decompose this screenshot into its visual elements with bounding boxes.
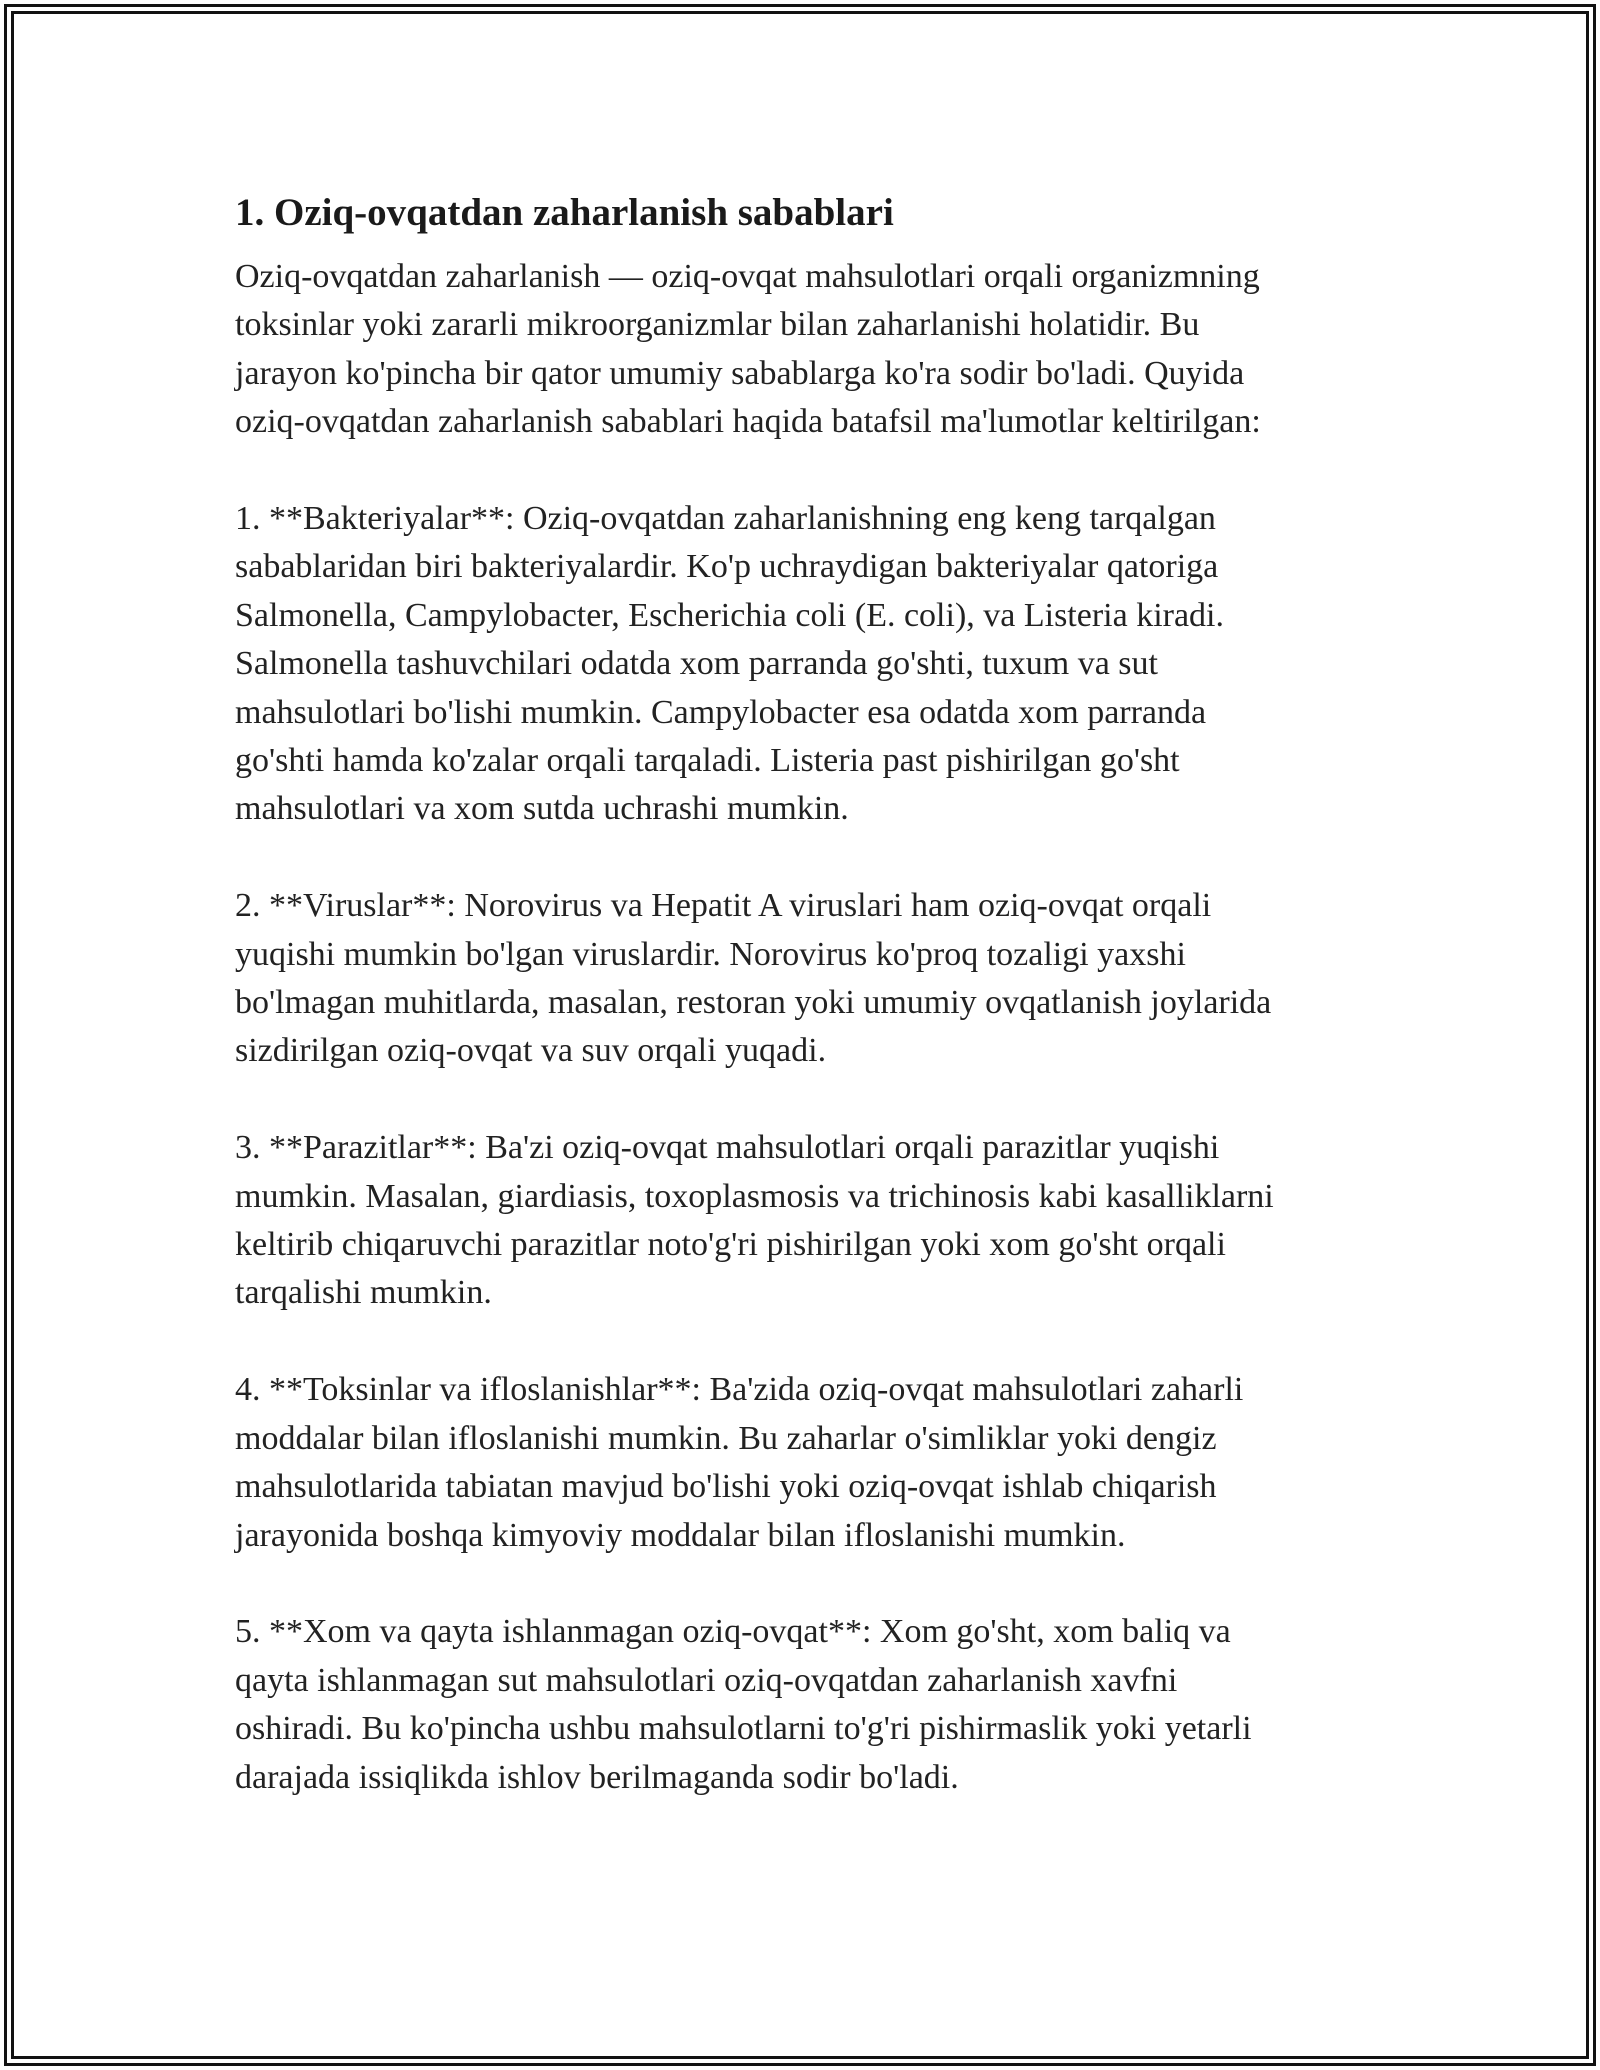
list-item-bacteria: 1. **Bakteriyalar**: Oziq-ovqatdan zaharlanishning eng keng tarqalgan sabablaridan biri bakteriyalardir. Ko'p uchraydigan bakteriyalar qatoriga Salmonella, Campylobacter, Escherichia coli (E. coli), va Listeria kiradi. Salmonella tashuvchilari odatda xom parranda go'shti, tuxum va sut mahsulotlari bo'lishi mumkin. Campylobacter esa odatda xom parranda go'shti hamda ko'zalar orqali tarqaladi. Listeria past pishirilgan go'sht mahsulotlari va xom sutda uchrashi mumkin. <box>235 500 1225 828</box>
list-item-toxins: 4. **Toksinlar va ifloslanishlar**: Ba'zida oziq-ovqat mahsulotlari zaharli moddalar bilan ifloslanishi mumkin. Bu zaharlar o'simliklar yoki dengiz mahsulotlarida tabiatan mavjud bo'lishi yoki oziq-ovqat ishlab chiqarish jarayonida boshqa kimyoviy moddalar bilan ifloslanishi mumkin. <box>235 1371 1244 1554</box>
document-body <box>235 185 1365 1802</box>
intro-paragraph: Oziq-ovqatdan zaharlanish — oziq-ovqat mahsulotlari orqali organizmning toksinlar yoki zararli mikroorganizmlar bilan zaharlanishi holatidir. Bu jarayon ko'pincha bir qator umumiy sabablarga ko'ra sodir bo'ladi. Quyida oziq-ovqatdan zaharlanish sabablari haqida batafsil ma'lumotlar keltirilgan: <box>235 258 1261 441</box>
list-item-parasites: 3. **Parazitlar**: Ba'zi oziq-ovqat mahsulotlari orqali parazitlar yuqishi mumkin. Masalan, giardiasis, toxoplasmosis va trichinosis kabi kasalliklarni keltirib chiqaruvchi parazitlar noto'g'ri pishirilgan yoki xom go'sht orqali tarqalishi mumkin. <box>235 1129 1274 1312</box>
list-item-viruses: 2. **Viruslar**: Norovirus va Hepatit A viruslari ham oziq-ovqat orqali yuqishi mumkin bo'lgan viruslardir. Norovirus ko'proq tozaligi yaxshi bo'lmagan muhitlarda, masalan, restoran yoki umumiy ovqatlanish joylarida sizdirilgan oziq-ovqat va suv orqali yuqadi. <box>235 887 1272 1070</box>
document-title: 1. Oziq-ovqatdan zaharlanish sabablari <box>235 191 894 234</box>
list-item-raw-food: 5. **Xom va qayta ishlanmagan oziq-ovqat**: Xom go'sht, xom baliq va qayta ishlanmagan sut mahsulotlari oziq-ovqatdan zaharlanish xavfni oshiradi. Bu ko'pincha ushbu mahsulotlarni to'g'ri pishirmaslik yoki yetarli darajada issiqlikda ishlov berilmaganda sodir bo'ladi. <box>235 1613 1252 1796</box>
